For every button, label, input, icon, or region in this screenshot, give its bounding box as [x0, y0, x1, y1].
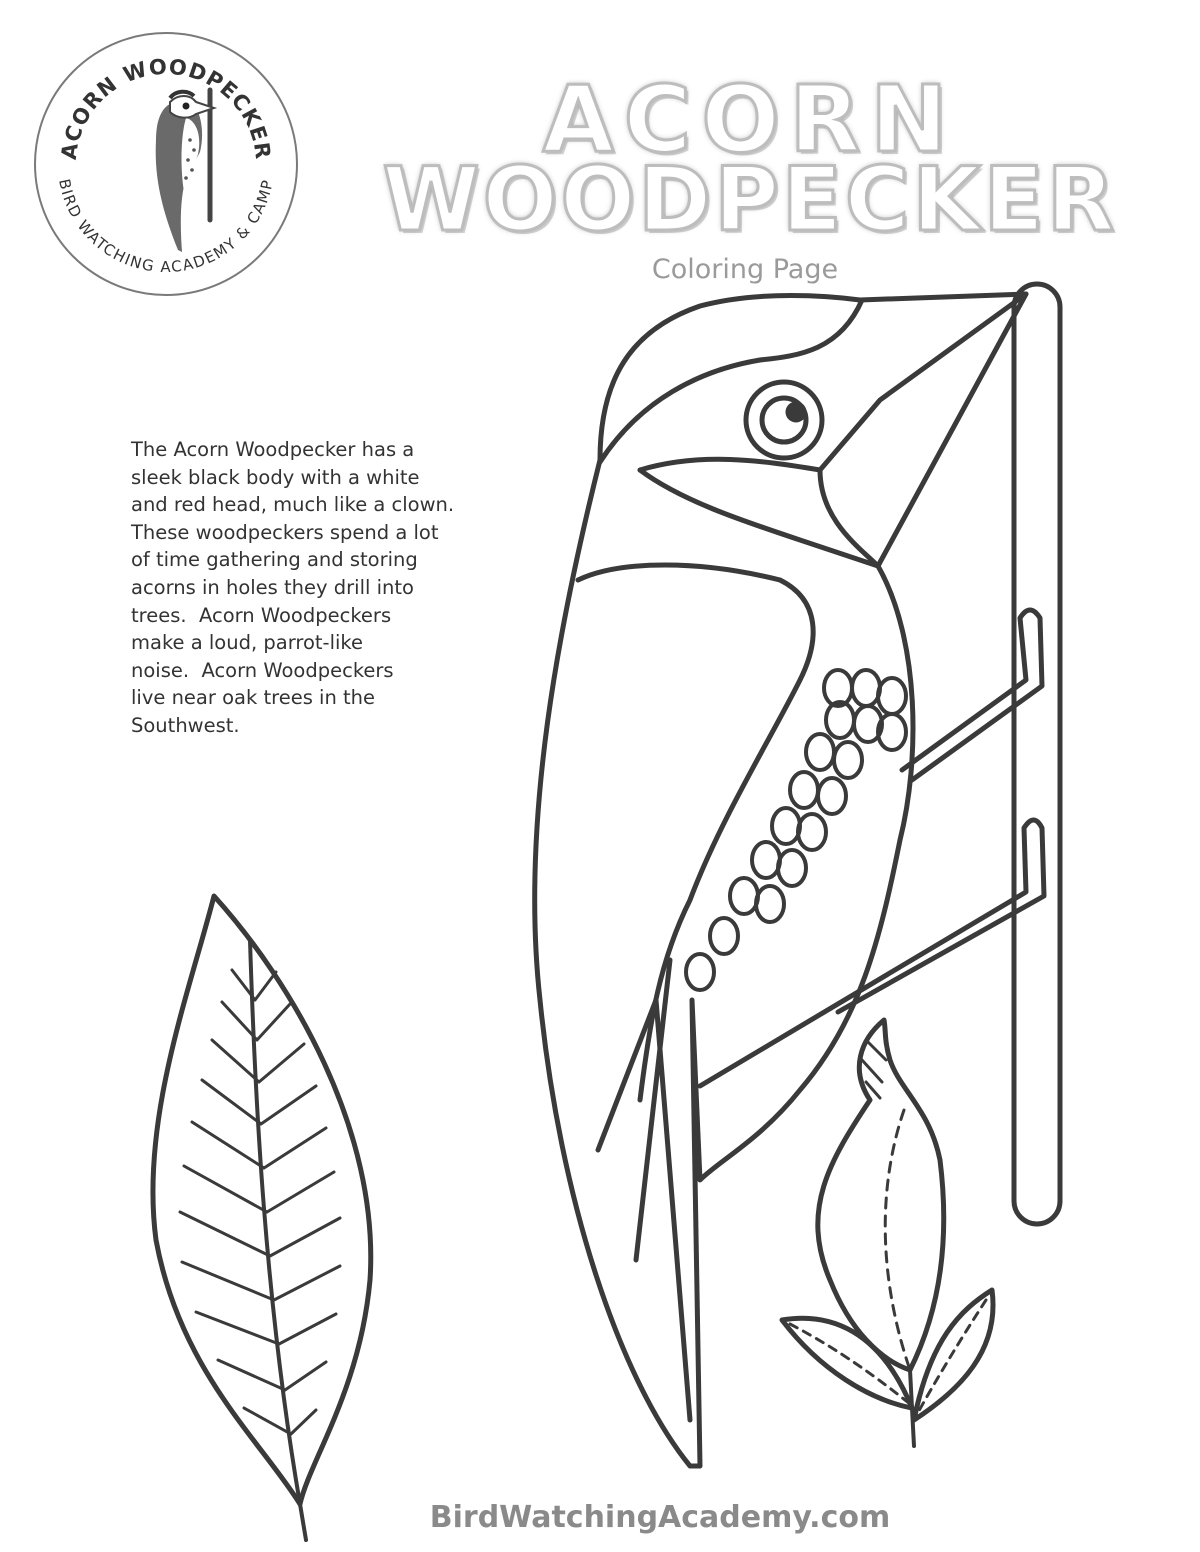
- description-line: noise. Acorn Woodpeckers: [131, 658, 394, 682]
- chest-spots-icon: [686, 670, 906, 990]
- page-subtitle: Coloring Page: [651, 254, 839, 285]
- description-line: live near oak trees in the: [131, 686, 376, 710]
- large-leaf-icon: [153, 896, 371, 1540]
- description-line: acorns in holes they drill into: [131, 575, 414, 599]
- sprout-leaf-icon: [782, 1020, 993, 1446]
- description-line: make a loud, parrot-like: [131, 631, 364, 655]
- description-line: of time gathering and storing: [131, 548, 418, 572]
- description-line: trees. Acorn Woodpeckers: [131, 603, 392, 627]
- academy-logo-badge: [30, 28, 302, 300]
- description-line: The Acorn Woodpecker has a: [131, 438, 415, 461]
- bird-description: [131, 436, 531, 740]
- description-line: and red head, much like a clown.: [131, 493, 455, 517]
- page-title-line-1: ACORN: [542, 66, 958, 173]
- logo-woodpecker-icon: [156, 90, 214, 252]
- description-line: Southwest.: [131, 713, 240, 737]
- logo-top-text: ACORN WOODPECKER: [56, 54, 276, 162]
- logo-emblem: [30, 28, 302, 300]
- description-line: sleek black body with a white: [131, 465, 420, 489]
- page-title-line-2: WOODPECKER: [382, 148, 1118, 251]
- description-line: These woodpeckers spend a lot: [131, 520, 439, 544]
- woodpecker-icon: [535, 294, 1026, 1466]
- website-footer: BirdWatchingAcademy.com: [429, 1500, 891, 1535]
- branch-icon: [700, 284, 1060, 1224]
- logo-bottom-text: BIRD WATCHING ACADEMY & CAMP: [55, 177, 277, 277]
